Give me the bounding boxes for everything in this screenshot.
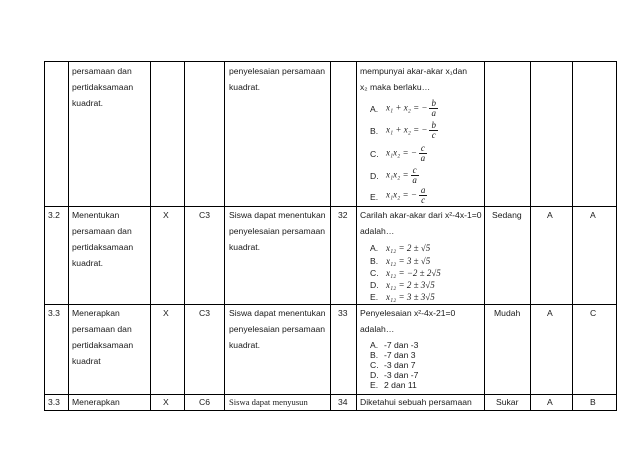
grid-col-8	[530, 61, 531, 411]
fraction	[419, 144, 427, 163]
grid-col-4	[224, 61, 225, 411]
option-label: D.	[370, 280, 379, 290]
soal-line: adalah…	[360, 324, 395, 334]
option-formula	[386, 99, 438, 118]
option-label: A.	[370, 104, 379, 114]
option-formula: x₁₂ = −2 ± 2√5	[386, 268, 441, 278]
formula-lhs: x₁x₂ = −	[386, 147, 417, 158]
denominator: c	[421, 195, 426, 205]
option-formula: x₁₂ = 2 ± √5	[386, 243, 431, 253]
option-formula	[386, 166, 419, 185]
ind-soal-line: kuadrat.	[229, 242, 261, 252]
row-number: 3.3	[48, 308, 60, 318]
kelas: X	[163, 210, 169, 220]
grid-col-2	[150, 61, 151, 411]
kunci-jawaban: C	[590, 308, 597, 318]
soal-line: Diketahui sebuah persamaan	[360, 397, 472, 407]
denominator: a	[412, 175, 417, 185]
indikator-line: pertidaksamaan	[72, 340, 134, 350]
soal-line: Penyelesaian x²-4x-21=0	[360, 308, 456, 318]
indikator-line: persamaan dan	[72, 324, 132, 334]
numerator: a	[420, 185, 426, 195]
tingkat-kesukaran: Mudah	[494, 308, 521, 318]
option-label: E.	[370, 292, 379, 302]
kunci-jawaban: A	[590, 210, 596, 220]
formula-lhs: x₁x₂ =	[386, 169, 409, 180]
bentuk-soal: A	[547, 308, 553, 318]
option-label: E.	[370, 380, 379, 390]
option-label: D.	[370, 171, 379, 181]
indikator-line: Menerapkan	[72, 308, 120, 318]
denominator: a	[420, 153, 426, 163]
formula-lhs: x₁x₂ = −	[386, 189, 417, 200]
tingkat-kesukaran: Sedang	[492, 210, 522, 220]
formula-lhs: x₁ + x₂ = −	[386, 124, 428, 135]
indikator-line: Menentukan	[72, 210, 120, 220]
soal-line: adalah…	[360, 226, 395, 236]
option-label: C.	[370, 149, 379, 159]
question-number: 33	[338, 308, 348, 318]
option-text: -3 dan 7	[384, 360, 416, 370]
ind-soal-line: penyelesaian persamaan	[229, 66, 326, 76]
fraction	[411, 166, 419, 185]
indikator-line: persamaan dan	[72, 226, 132, 236]
numerator: c	[420, 143, 425, 153]
option-label: C.	[370, 268, 379, 278]
option-text: -7 dan -3	[384, 340, 419, 350]
kelas: X	[163, 308, 169, 318]
denominator: c	[431, 130, 436, 140]
ind-soal-line: Siswa dapat menentukan	[229, 308, 326, 318]
ranah: C3	[199, 210, 210, 220]
ind-soal-line: penyelesaian persamaan	[229, 324, 326, 334]
option-formula	[386, 186, 427, 205]
option-formula: x₁₂ = 3 ± √5	[386, 256, 431, 266]
option-formula	[386, 121, 438, 140]
option-text: -7 dan 3	[384, 350, 416, 360]
numerator: b	[431, 98, 436, 108]
tingkat-kesukaran: Sukar	[496, 397, 519, 407]
fraction	[429, 99, 438, 118]
ranah: C6	[199, 397, 210, 407]
indikator-line: pertidaksamaan	[72, 242, 134, 252]
option-label: D.	[370, 370, 379, 380]
fraction	[419, 186, 428, 205]
option-formula	[386, 144, 427, 163]
fraction	[429, 121, 438, 140]
grid-col-5	[330, 61, 331, 411]
indikator-line: pertidaksamaan	[72, 82, 134, 92]
grid-col-9	[572, 61, 573, 411]
grid-col-3	[184, 61, 185, 411]
indikator-line: Menerapkan	[72, 397, 120, 407]
indikator-line: kuadrat.	[72, 258, 104, 268]
grid-col-10	[616, 61, 617, 411]
option-text: -3 dan -7	[384, 370, 419, 380]
ind-soal-line: Siswa dapat menyusun	[229, 397, 308, 407]
question-number: 32	[338, 210, 348, 220]
indikator-line: kuadrat.	[72, 98, 104, 108]
ind-soal-line: penyelesaian persamaan	[229, 226, 326, 236]
option-formula: x₁₂ = 3 ± 3√5	[386, 292, 435, 302]
grid-col-7	[484, 61, 485, 411]
numerator: c	[412, 165, 417, 175]
formula-lhs: x₁ + x₂ = −	[386, 102, 428, 113]
option-text: 2 dan 11	[384, 380, 417, 390]
indikator-line: kuadrat	[72, 356, 101, 366]
row-number: 3.3	[48, 397, 60, 407]
ind-soal-line: kuadrat.	[229, 82, 261, 92]
ind-soal-line: kuadrat.	[229, 340, 261, 350]
question-number: 34	[338, 397, 348, 407]
denominator: a	[431, 108, 436, 118]
kelas: X	[163, 397, 169, 407]
ranah: C3	[199, 308, 210, 318]
row-number: 3.2	[48, 210, 60, 220]
grid-col-6	[356, 61, 357, 411]
kunci-jawaban: B	[590, 397, 596, 407]
option-label: B.	[370, 256, 379, 266]
option-label: B.	[370, 126, 379, 136]
grid-col-1	[68, 61, 69, 411]
bentuk-soal: A	[547, 397, 553, 407]
option-formula: x₁₂ = 2 ± 3√5	[386, 280, 435, 290]
ind-soal-line: Siswa dapat menentukan	[229, 210, 326, 220]
option-label: A.	[370, 340, 379, 350]
soal-line: mempunyai akar-akar x₁dan	[360, 66, 468, 76]
indikator-line: persamaan dan	[72, 66, 132, 76]
numerator: b	[431, 120, 436, 130]
option-label: A.	[370, 243, 379, 253]
bentuk-soal: A	[547, 210, 553, 220]
grid-col-0	[44, 61, 45, 411]
soal-line: Carilah akar-akar dari x²-4x-1=0	[360, 210, 482, 220]
soal-line: x₂ maka berlaku…	[360, 82, 431, 92]
option-label: E.	[370, 192, 379, 202]
option-label: B.	[370, 350, 379, 360]
option-label: C.	[370, 360, 379, 370]
